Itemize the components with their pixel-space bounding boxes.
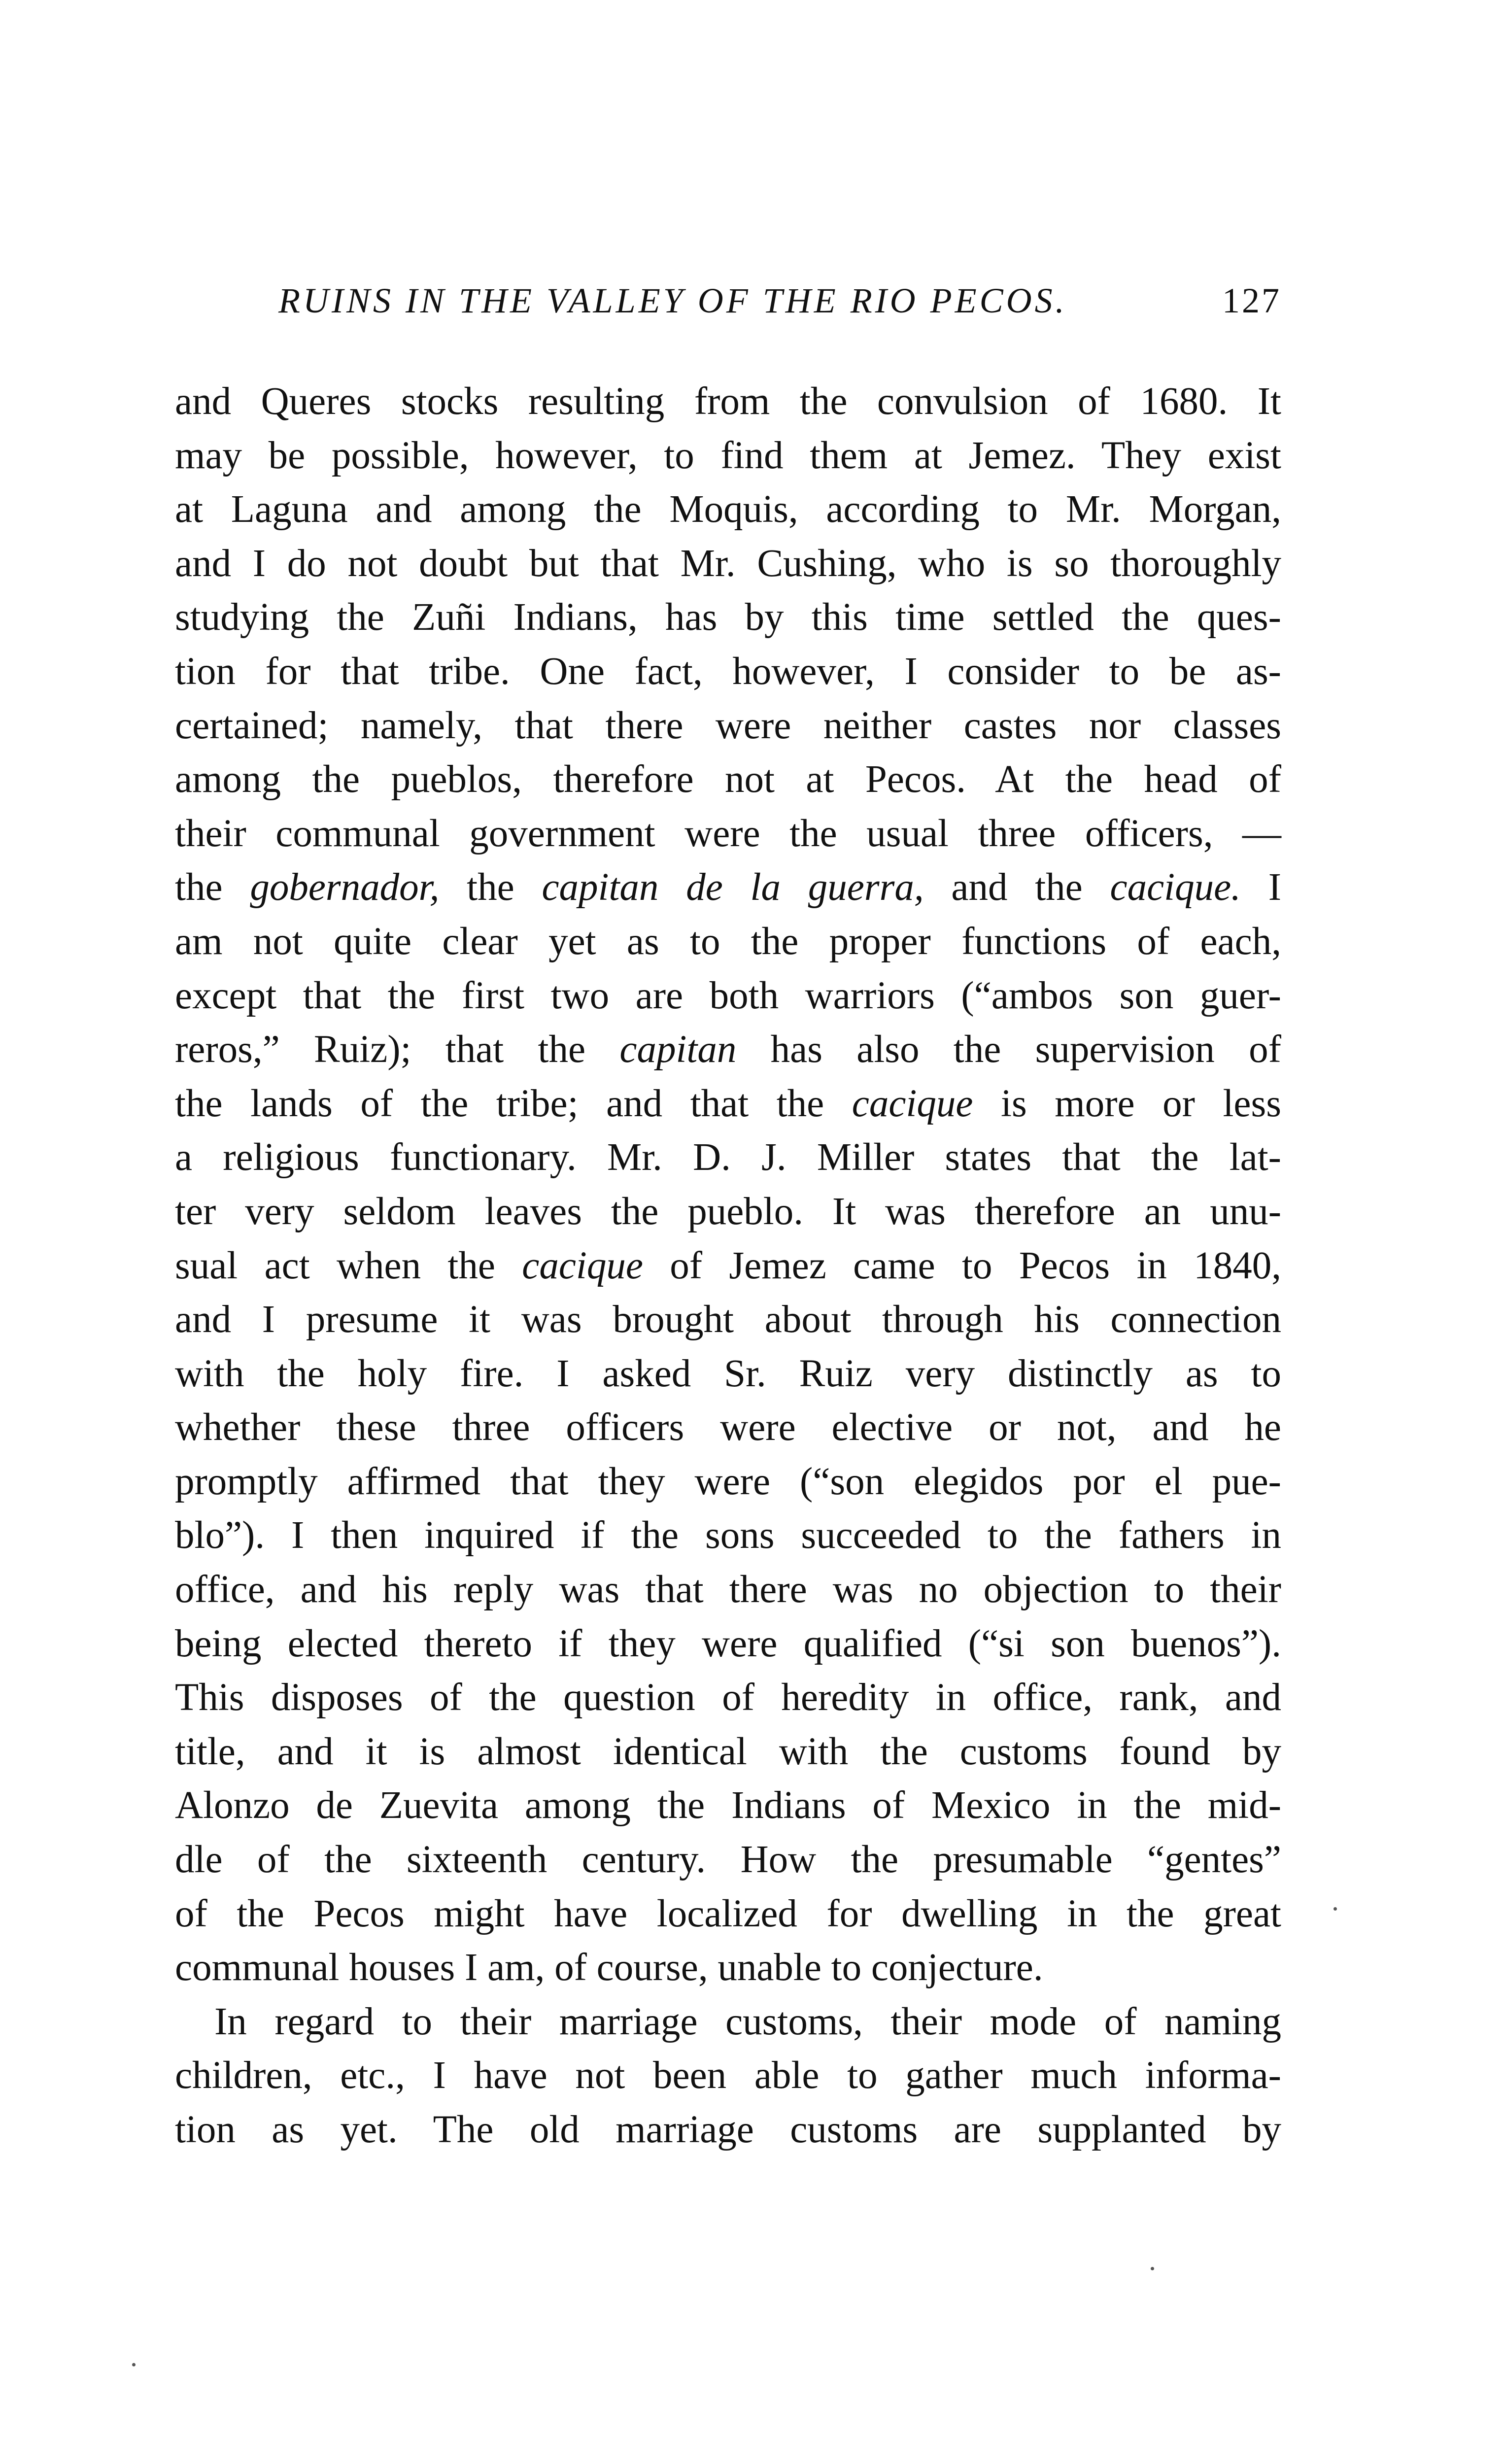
text-line: among the pueblos, therefore not at Pecos. At the head of bbox=[175, 758, 1281, 801]
text-line: may be possible, however, to find them at Jemez. They exist bbox=[175, 434, 1281, 477]
text-run: sual act when the bbox=[175, 1244, 522, 1287]
italic-term: capitan de la guerra, bbox=[542, 866, 924, 909]
text-line: and I do not doubt but that Mr. Cushing, who is so thoroughly bbox=[175, 542, 1281, 585]
text-line: being elected thereto if they were qualified (“si son buenos”). bbox=[175, 1622, 1281, 1665]
text-line: office, and his reply was that there was no objection to their bbox=[175, 1568, 1281, 1611]
text-run: and the bbox=[923, 866, 1110, 909]
text-line: and Queres stocks resulting from the convulsion of 1680. It bbox=[175, 380, 1281, 423]
text-line: and I presume it was brought about through his connection bbox=[175, 1298, 1281, 1341]
text-line: a religious functionary. Mr. D. J. Miller states that the lat- bbox=[175, 1136, 1281, 1179]
running-title: RUINS IN THE VALLEY OF THE RIO PECOS. bbox=[278, 281, 1067, 320]
text-run: the bbox=[175, 866, 250, 909]
italic-term: cacique. bbox=[1110, 866, 1241, 909]
text-line: with the holy fire. I asked Sr. Ruiz very distinctly as to bbox=[175, 1352, 1281, 1395]
text-line: Alonzo de Zuevita among the Indians of Mexico in the mid- bbox=[175, 1784, 1281, 1827]
text-line bbox=[175, 1023, 1281, 1077]
text-line: dle of the sixteenth century. How the presumable “gentes” bbox=[175, 1838, 1281, 1882]
paper-speck bbox=[1333, 1907, 1337, 1911]
page-number: 127 bbox=[1222, 281, 1281, 320]
text-run: has also the supervision of bbox=[736, 1028, 1281, 1071]
text-run: is more or less bbox=[973, 1082, 1281, 1125]
text-line bbox=[175, 1239, 1281, 1293]
paper-speck bbox=[132, 2363, 136, 2366]
text-line: tion for that tribe. One fact, however, I consider to be as- bbox=[175, 650, 1281, 693]
text-line: their communal government were the usual three officers, — bbox=[175, 812, 1281, 855]
text-line: communal houses I am, of course, unable to conjecture. bbox=[175, 1946, 1043, 1989]
text-line: at Laguna and among the Moquis, according to Mr. Morgan, bbox=[175, 488, 1281, 531]
text-line: certained; namely, that there were neither castes nor classes bbox=[175, 704, 1281, 747]
text-line bbox=[175, 860, 1281, 915]
paragraph-2 bbox=[175, 1995, 1281, 2157]
text-line: am not quite clear yet as to the proper functions of each, bbox=[175, 920, 1281, 963]
text-line: whether these three officers were elective or not, and he bbox=[175, 1406, 1281, 1449]
italic-term: capitan bbox=[619, 1028, 737, 1071]
text-line: blo”). I then inquired if the sons succeeded to the fathers in bbox=[175, 1514, 1281, 1557]
paragraph-1 bbox=[175, 375, 1281, 1995]
text-line: of the Pecos might have localized for dwelling in the great bbox=[175, 1892, 1281, 1935]
paper-speck bbox=[1151, 2267, 1154, 2270]
text-line: In regard to their marriage customs, their mode of naming bbox=[214, 2000, 1281, 2043]
text-line: title, and it is almost identical with the customs found by bbox=[175, 1730, 1281, 1773]
running-head bbox=[175, 274, 1281, 328]
italic-term: cacique bbox=[852, 1082, 973, 1125]
text-line: promptly affirmed that they were (“son elegidos por el pue- bbox=[175, 1460, 1281, 1503]
italic-term: cacique bbox=[522, 1244, 643, 1287]
text-line bbox=[175, 1077, 1281, 1131]
text-run: the lands of the tribe; and that the bbox=[175, 1082, 852, 1125]
body-text bbox=[175, 375, 1281, 2157]
text-line: This disposes of the question of heredity in office, rank, and bbox=[175, 1676, 1281, 1719]
text-line: except that the first two are both warriors (“ambos son guer- bbox=[175, 974, 1281, 1017]
text-run: of Jemez came to Pecos in 1840, bbox=[643, 1244, 1281, 1287]
text-run: I bbox=[1240, 866, 1282, 909]
text-line: tion as yet. The old marriage customs are supplanted by bbox=[175, 2108, 1281, 2151]
text-run: the bbox=[439, 866, 542, 909]
text-run: reros,” Ruiz); that the bbox=[175, 1028, 620, 1071]
italic-term: gobernador, bbox=[250, 866, 440, 909]
text-line: children, etc., I have not been able to gather much informa- bbox=[175, 2054, 1281, 2097]
text-line: studying the Zuñi Indians, has by this time settled the ques- bbox=[175, 596, 1281, 639]
text-line: ter very seldom leaves the pueblo. It was therefore an unu- bbox=[175, 1190, 1281, 1233]
